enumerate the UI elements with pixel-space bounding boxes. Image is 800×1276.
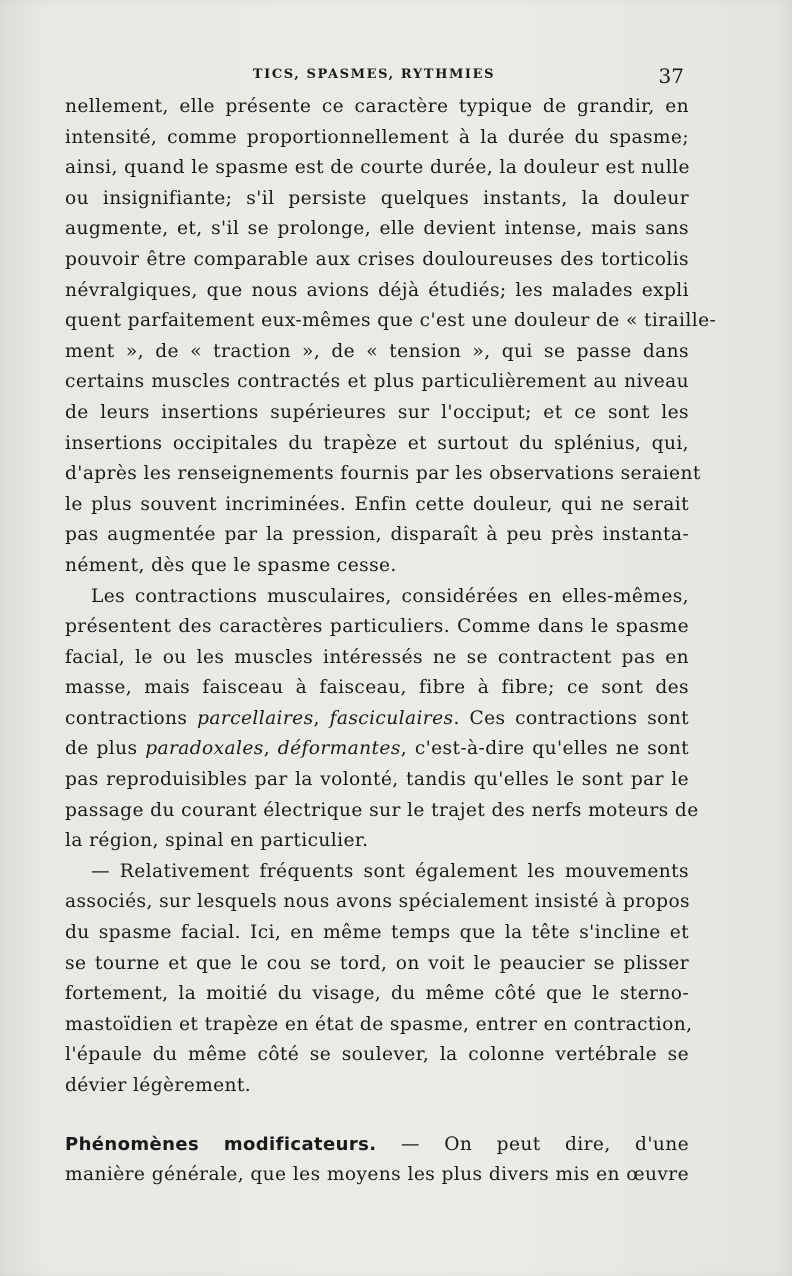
text-line: d'après les renseignements fournis par les observations seraient: [65, 463, 701, 485]
paragraph-contractions: [65, 582, 699, 857]
text-line: dévier légèrement.: [65, 1075, 252, 1096]
text-line: ainsi, quand le spasme est de courte durée, la douleur est nulle: [65, 157, 690, 179]
text-line: pas reproduisibles par la volonté, tandis qu'elles le sont par le: [65, 769, 689, 791]
italic-term: déformantes: [277, 738, 401, 760]
text-line: augmente, et, s'il se prolonge, elle devient intense, mais sans: [65, 218, 689, 240]
text-line: pas augmentée par la pression, disparaît à peu près instanta-: [65, 524, 689, 546]
page-number: 37: [658, 64, 684, 88]
paragraph-associated-movements: [65, 857, 693, 1102]
running-title: TICS, SPASMES, RYTHMIES: [252, 67, 496, 82]
body-text: [65, 92, 717, 1191]
text-run: . Ces contractions sont: [453, 707, 689, 729]
text-line: pouvoir être comparable aux crises douloureuses des torticolis: [65, 248, 689, 270]
running-head: [64, 64, 684, 86]
text-line-mixed: [65, 1130, 689, 1161]
text-line: insertions occipitales du trapèze et surtout du splénius, qui,: [65, 432, 689, 454]
text-run: , c'est-à-dire qu'elles ne sont: [400, 738, 690, 760]
text-run: contractions: [65, 707, 198, 729]
section-gap: [65, 1102, 689, 1130]
text-line: ment », de « traction », de « tension », qui se passe dans: [65, 340, 689, 362]
text-line: la région, spinal en particulier.: [65, 830, 369, 852]
text-line: certains muscles contractés et plus particulièrement au niveau: [65, 371, 689, 393]
text-line: facial, le ou les muscles intéressés ne se contractent pas en: [65, 646, 689, 668]
text-line: l'épaule du même côté se soulever, la colonne vertébrale se: [65, 1044, 689, 1066]
text-run: — On peut dire, d'une: [376, 1133, 690, 1155]
text-line: manière générale, que les moyens les plus divers mis en œuvre: [65, 1164, 689, 1186]
text-run: ,: [263, 738, 278, 760]
text-line: intensité, comme proportionnellement à la durée du spasme;: [65, 126, 689, 148]
text-line: quent parfaitement eux-mêmes que c'est une douleur de « tiraille-: [65, 310, 717, 332]
section-heading: Phénomènes modificateurs.: [65, 1133, 377, 1155]
text-line: de leurs insertions supérieures sur l'occiput; et ce sont les: [65, 401, 689, 423]
text-line: fortement, la moitié du visage, du même côté que le sterno-: [65, 983, 689, 1005]
text-run: de plus: [65, 738, 146, 760]
text-line: se tourne et que le cou se tord, on voit le peaucier se plisser: [65, 952, 689, 974]
italic-term: parcellaires: [197, 707, 314, 729]
text-line: névralgiques, que nous avions déjà étudiés; les malades expli: [65, 279, 689, 301]
text-line-mixed: [65, 704, 689, 735]
text-line: nellement, elle présente ce caractère typique de grandir, en: [65, 96, 689, 117]
section-modifying-phenomena: [65, 1130, 689, 1191]
text-run: ,: [313, 707, 330, 729]
text-line: — Relativement fréquents sont également les mouvements: [91, 860, 689, 882]
text-line: Les contractions musculaires, considérées en elles-mêmes,: [91, 585, 689, 607]
text-line: présentent des caractères particuliers. Comme dans le spasme: [65, 616, 689, 638]
text-line: masse, mais faisceau à faisceau, fibre à fibre; ce sont des: [65, 677, 689, 699]
text-line: ou insignifiante; s'il persiste quelques instants, la douleur: [65, 187, 689, 209]
text-line-mixed: [65, 734, 689, 765]
text-line: nément, dès que le spasme cesse.: [65, 554, 397, 576]
text-line: passage du courant électrique sur le trajet des nerfs moteurs de: [65, 799, 699, 821]
italic-term: paradoxales: [145, 738, 264, 760]
paragraph-pain: [65, 92, 717, 582]
text-line: associés, sur lesquels nous avons spécialement insisté à propos: [65, 891, 690, 913]
italic-term: fasciculaires: [329, 707, 454, 729]
text-line: du spasme facial. Ici, en même temps que la tête s'incline et: [65, 922, 689, 944]
text-line: le plus souvent incriminées. Enfin cette douleur, qui ne serait: [65, 493, 689, 515]
text-line: mastoïdien et trapèze en état de spasme, entrer en contraction,: [65, 1013, 693, 1035]
